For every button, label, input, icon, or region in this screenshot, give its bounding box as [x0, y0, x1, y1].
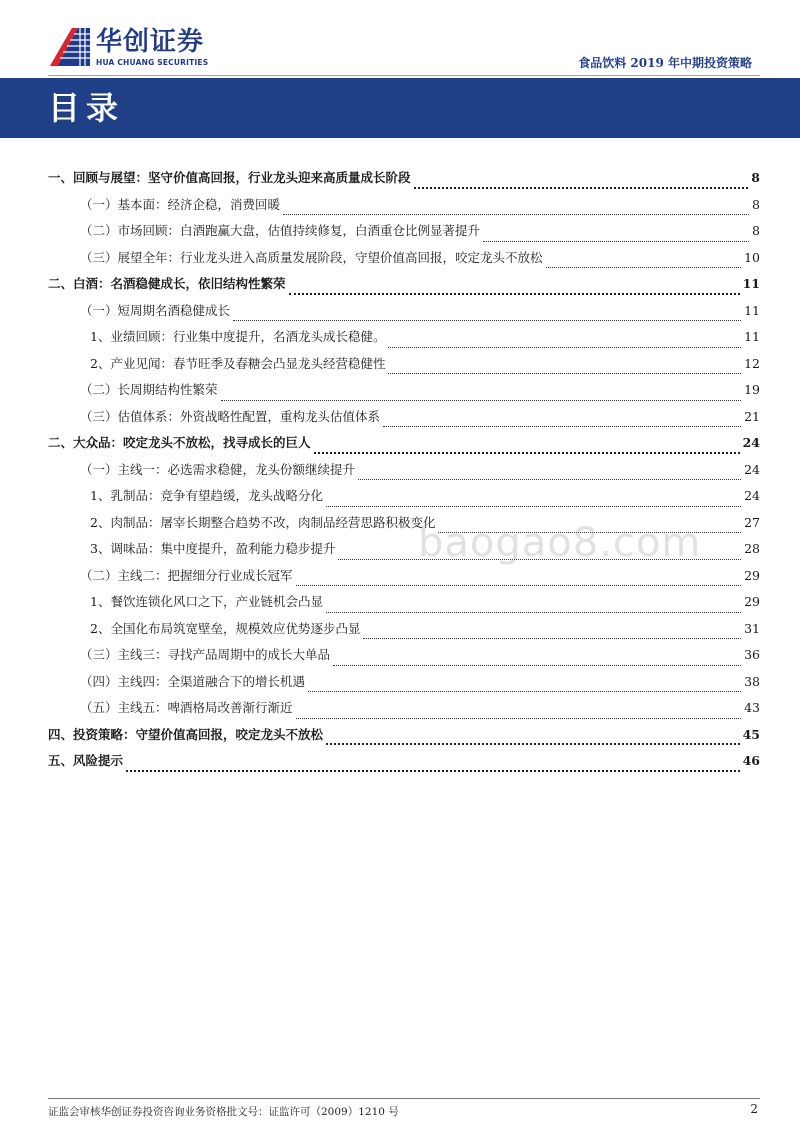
page-number: 2	[750, 1102, 758, 1116]
toc-entry-label: （二）长周期结构性繁荣	[80, 382, 218, 397]
toc-leader-dots	[388, 346, 741, 348]
toc-entry[interactable]	[48, 619, 760, 646]
toc-entry-page: 46	[742, 753, 760, 768]
toc-entry-label: （三）主线三：寻找产品周期中的成长大单品	[80, 647, 331, 662]
toc-entry[interactable]	[48, 380, 760, 407]
toc-entry-page: 24	[742, 435, 760, 450]
toc-entry[interactable]	[48, 725, 760, 752]
toc-entry-page: 28	[744, 541, 760, 556]
toc-entry-page: 11	[742, 276, 760, 291]
toc-leader-dots	[296, 717, 742, 719]
toc-entry-page: 8	[752, 196, 760, 212]
toc-entry-page: 10	[744, 249, 760, 265]
toc-entry-label: 2、全国化布局筑宽壁垒，规模效应优势逐步凸显	[90, 620, 361, 636]
toc-entry-page: 31	[744, 620, 760, 636]
toc-entry-label: （一）主线一：必选需求稳健，龙头份额继续提升	[80, 461, 356, 477]
toc-entry[interactable]	[48, 327, 760, 354]
toc-banner	[0, 78, 800, 138]
report-title: 食品饮料 2019 年中期投资策略	[578, 56, 752, 70]
toc-entry[interactable]	[48, 195, 760, 222]
toc-entry-label: （二）主线二：把握细分行业成长冠军	[80, 567, 293, 583]
toc-entry-label: （一）短周期名酒稳健成长	[80, 302, 231, 318]
toc-entry-page: 8	[752, 223, 760, 238]
toc-entry-page: 43	[744, 700, 760, 715]
toc-entry[interactable]	[48, 698, 760, 725]
toc-entry-page: 29	[744, 567, 760, 583]
hcs-logo-icon	[50, 28, 90, 66]
toc-entry-page: 19	[744, 382, 760, 397]
toc-entry-label: 1、乳制品：竞争有望趋缓，龙头战略分化	[90, 488, 323, 503]
toc-leader-dots	[414, 186, 749, 189]
toc-entry-page: 36	[744, 647, 760, 662]
toc-entry[interactable]	[48, 407, 760, 434]
toc-entry[interactable]	[48, 221, 760, 248]
toc-entry-page: 11	[744, 329, 760, 344]
toc-entry[interactable]	[48, 248, 760, 275]
page-header	[0, 0, 800, 80]
toc-entry[interactable]	[48, 301, 760, 328]
toc-entry[interactable]	[48, 460, 760, 487]
toc-entry-label: 2、产业见闻：春节旺季及春糖会凸显龙头经营稳健性	[90, 355, 386, 371]
toc-entry[interactable]	[48, 566, 760, 593]
toc-entry-label: 1、业绩回顾：行业集中度提升，名酒龙头成长稳健。	[90, 329, 386, 344]
toc-entry[interactable]	[48, 486, 760, 513]
toc-leader-dots	[326, 611, 741, 613]
toc-entry-label: 3、调味品：集中度提升，盈利能力稳步提升	[90, 541, 336, 556]
toc-entry[interactable]	[48, 672, 760, 699]
footer-divider	[48, 1098, 760, 1099]
toc-leader-dots	[314, 451, 740, 454]
toc-leader-dots	[383, 425, 741, 427]
header-divider	[48, 75, 760, 76]
brand-name-en: HUA CHUANG SECURITIES	[96, 58, 209, 67]
toc-entry[interactable]	[48, 354, 760, 381]
toc-leader-dots	[221, 399, 742, 401]
toc-entry-label: （二）市场回顾：白酒跑赢大盘，估值持续修复，白酒重仓比例显著提升	[80, 223, 481, 238]
toc-entry[interactable]	[48, 433, 760, 460]
toc-leader-dots	[296, 584, 742, 586]
toc-entry-label: （三）估值体系：外资战略性配置，重构龙头估值体系	[80, 408, 381, 424]
toc-leader-dots	[388, 372, 741, 374]
toc-leader-dots	[308, 690, 741, 692]
toc-leader-dots	[363, 637, 741, 639]
toc-entry-label: 四、投资策略：守望价值高回报，咬定龙头不放松	[48, 726, 324, 742]
toc-entry-page: 11	[744, 302, 760, 318]
toc-leader-dots	[326, 742, 740, 745]
toc-entry-label: （三）展望全年：行业龙头进入高质量发展阶段，守望价值高回报，咬定龙头不放松	[80, 249, 543, 265]
toc-entry-page: 12	[744, 355, 760, 371]
watermark: baogao8.com	[418, 520, 702, 566]
toc-leader-dots	[546, 266, 742, 268]
toc-entry-label: 五、风险提示	[48, 753, 124, 768]
table-of-contents	[48, 168, 760, 778]
toc-leader-dots	[289, 292, 740, 295]
toc-leader-dots	[126, 769, 740, 772]
toc-entry[interactable]	[48, 592, 760, 619]
toc-entry-label: 二、大众品：咬定龙头不放松，找寻成长的巨人	[48, 435, 311, 450]
toc-entry-page: 8	[751, 170, 760, 185]
toc-title: 目录	[48, 89, 125, 127]
toc-leader-dots	[333, 664, 741, 666]
toc-entry-label: （五）主线五：啤酒格局改善渐行渐近	[80, 700, 293, 715]
toc-entry-label: （一）基本面：经济企稳，消费回暖	[80, 196, 281, 212]
toc-entry[interactable]	[48, 751, 760, 778]
toc-leader-dots	[283, 213, 749, 215]
toc-entry-page: 24	[744, 461, 760, 477]
toc-entry-label: 二、白酒：名酒稳健成长，依旧结构性繁荣	[48, 276, 286, 291]
toc-leader-dots	[326, 505, 741, 507]
toc-entry-label: 1、餐饮连锁化风口之下，产业链机会凸显	[90, 594, 323, 609]
toc-entry[interactable]	[48, 168, 760, 195]
toc-entry-page: 29	[744, 594, 760, 609]
toc-entry-label: 2、肉制品：屠宰长期整合趋势不改，肉制品经营思路积极变化	[90, 514, 436, 530]
toc-leader-dots	[358, 478, 741, 480]
toc-entry-page: 27	[744, 514, 760, 530]
toc-leader-dots	[483, 240, 749, 242]
brand-name-cn: 华创证券	[96, 27, 205, 57]
toc-entry-label: （四）主线四：全渠道融合下的增长机遇	[80, 673, 306, 689]
toc-entry-page: 24	[744, 488, 760, 503]
toc-entry-label: 一、回顾与展望：坚守价值高回报，行业龙头迎来高质量成长阶段	[48, 170, 411, 185]
toc-entry[interactable]	[48, 645, 760, 672]
toc-entry[interactable]	[48, 274, 760, 301]
toc-leader-dots	[233, 319, 741, 321]
toc-entry-page: 38	[744, 673, 760, 689]
toc-entry-page: 21	[744, 408, 760, 424]
footer-license: 证监会审核华创证券投资咨询业务资格批文号：证监许可（2009）1210 号	[48, 1106, 399, 1118]
toc-entry-page: 45	[742, 726, 760, 742]
